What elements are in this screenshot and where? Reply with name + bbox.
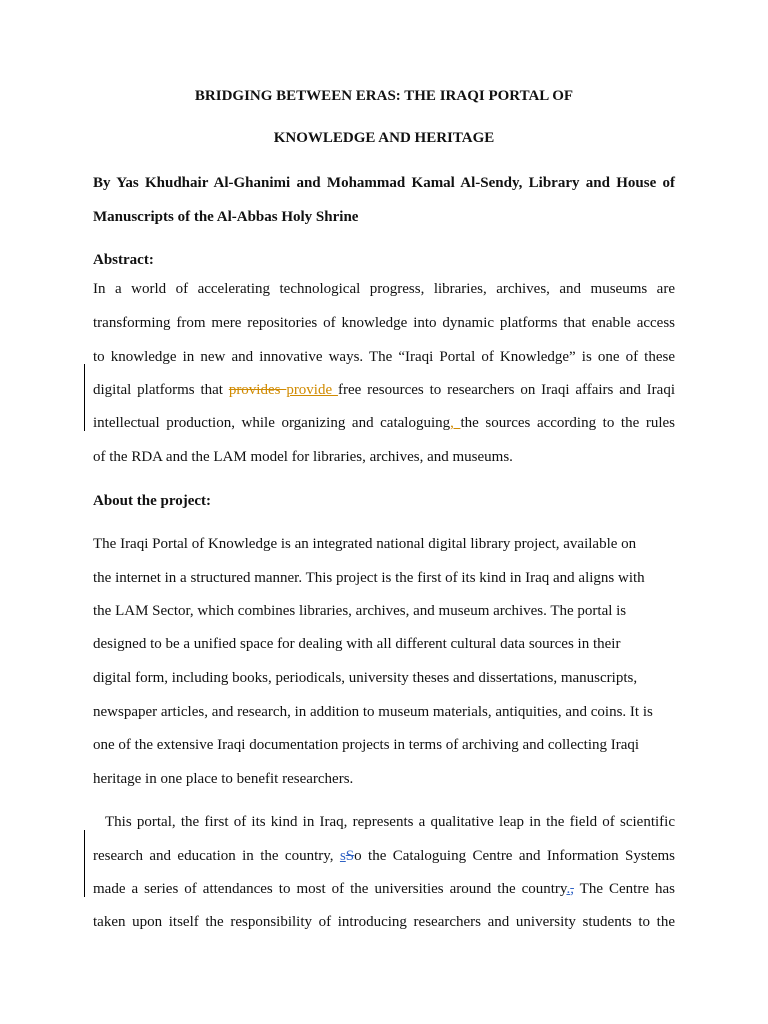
portal-line-2-text-a: research and education in the country, [93,848,340,864]
byline-line-2: Manuscripts of the Al-Abbas Holy Shrine [93,209,359,225]
abstract-line-4-text-b: free resources to researchers on Iraqi affairs and Iraqi [337,382,675,398]
abstract-line-6: of the RDA and the LAM model for libraries, archives, and museums. [93,449,513,465]
tracked-deletion[interactable]: provides [228,382,287,398]
document-title-line-2: KNOWLEDGE AND HERITAGE [273,130,495,146]
portal-line-4: taken upon itself the responsibility of introducing researchers and university students to the [93,914,675,930]
about-line-1: The Iraqi Portal of Knowledge is an integrated national digital library project, available on [93,536,637,552]
portal-line-3-text-a: made a series of attendances to most of the universities around the country [93,881,567,897]
about-line-8: heritage in one place to benefit researchers. [93,771,354,787]
portal-line-3-text-b: The Centre has [573,881,675,897]
about-line-4: designed to be a unified space for dealing with all different cultural data sources in their [93,636,621,652]
tracked-insertion[interactable]: provide [286,382,338,398]
about-heading: About the project: [93,493,212,509]
abstract-heading: Abstract: [93,252,154,268]
change-bar [84,364,85,431]
byline-line-1: By Yas Khudhair Al-Ghanimi and Mohammad Kamal Al-Sendy, Library and House of [93,175,675,191]
document-title-line-1: BRIDGING BETWEEN ERAS: THE IRAQI PORTAL OF [194,88,574,104]
portal-line-1: This portal, the first of its kind in Iraq, represents a qualitative leap in the field of scientific [105,814,675,830]
abstract-line-5 [93,413,675,433]
change-bar [84,830,85,897]
portal-line-2-text-b: o the Cataloguing Centre and Information Systems [354,848,675,864]
tracked-deletion[interactable]: , [570,881,574,897]
tracked-insertion[interactable]: . [566,881,571,897]
abstract-line-4 [93,380,675,400]
portal-line-2 [93,846,675,866]
about-line-3: the LAM Sector, which combines libraries, archives, and museum archives. The portal is [93,603,627,619]
abstract-line-5-text-a: intellectual production, while organizing and cataloguing [93,415,451,431]
abstract-line-3: to knowledge in new and innovative ways. The “Iraqi Portal of Knowledge” is one of these [93,349,675,365]
abstract-line-2: transforming from mere repositories of knowledge into dynamic platforms that enable access [93,315,675,331]
about-line-2: the internet in a structured manner. This project is the first of its kind in Iraq and aligns with [93,570,645,586]
tracked-insertion[interactable]: , [450,415,461,431]
tracked-deletion[interactable]: S [345,848,355,864]
portal-line-3 [93,879,675,899]
about-line-6: newspaper articles, and research, in addition to museum materials, antiquities, and coins. It is [93,704,653,720]
tracked-insertion[interactable]: s [339,848,346,864]
abstract-line-5-text-b: the sources according to the rules [460,415,676,431]
abstract-line-1: In a world of accelerating technological progress, libraries, archives, and museums are [93,281,675,297]
about-line-5: digital form, including books, periodicals, university theses and dissertations, manuscripts, [93,670,638,686]
about-line-7: one of the extensive Iraqi documentation projects in terms of archiving and collecting Iraqi [93,737,640,753]
abstract-line-4-text-a: digital platforms that [93,382,229,398]
